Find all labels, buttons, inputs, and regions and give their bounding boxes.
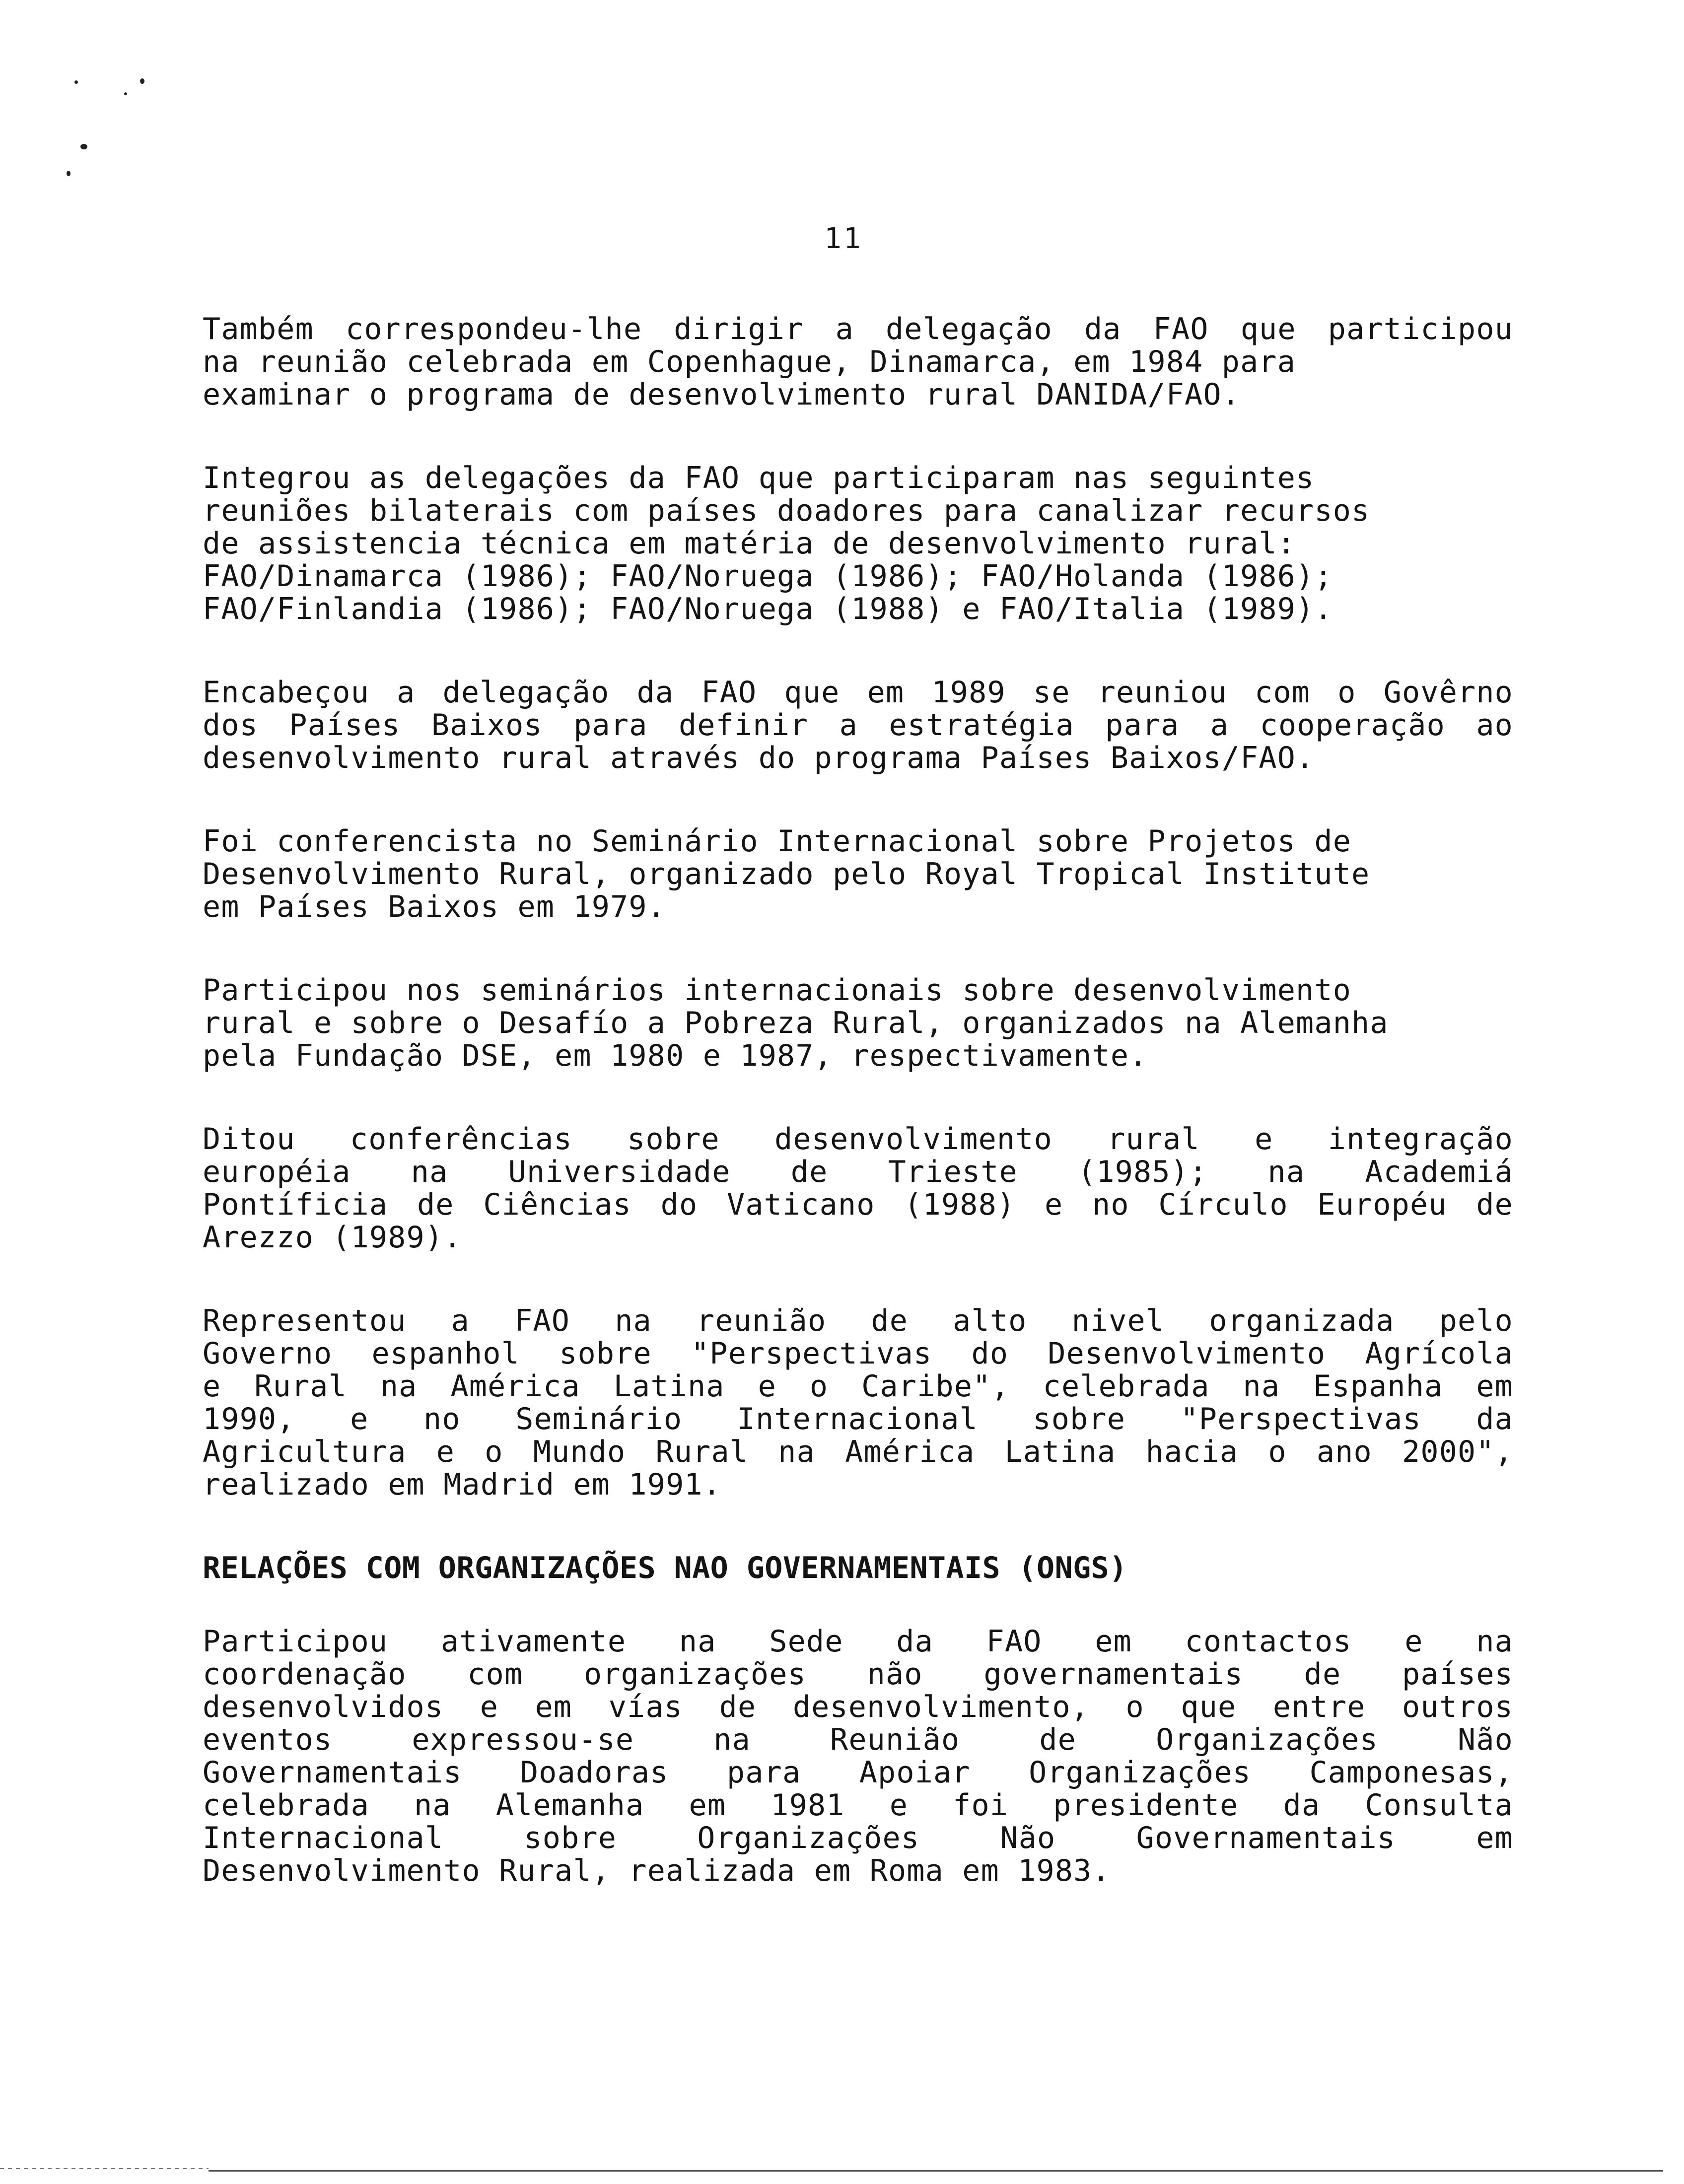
text-line: Participou ativamente na Sede da FAO em contactos e na	[203, 1624, 1513, 1659]
text-line: dos Países Baixos para definir a estratégia para a cooperação ao	[203, 708, 1513, 743]
text-line: Desenvolvimento Rural, organizado pelo Royal Tropical Institute	[203, 857, 1370, 891]
scan-speck	[140, 78, 144, 84]
section-heading-ngo-relations: RELAÇÕES COM ORGANIZAÇÕES NAO GOVERNAMENTAIS (ONGS)	[203, 1551, 1127, 1585]
text-line: reuniões bilaterais com países doadores para canalizar recursos	[203, 493, 1370, 528]
text-line: Arezzo (1989).	[203, 1220, 462, 1255]
text-line: 1990, e no Seminário Internacional sobre "Perspectivas da	[203, 1402, 1513, 1436]
text-line: FAO/Dinamarca (1986); FAO/Noruega (1986); FAO/Holanda (1986);	[203, 559, 1333, 594]
paragraph-ngo-coordination	[203, 1625, 1513, 1887]
text-line: Ditou conferências sobre desenvolvimento rural e integração	[203, 1122, 1513, 1157]
scan-speck	[67, 171, 70, 176]
text-line: examinar o programa de desenvolvimento rural DANIDA/FAO.	[203, 377, 1241, 412]
text-line: rural e sobre o Desafío a Pobreza Rural, organizados na Alemanha	[203, 1006, 1389, 1040]
scan-speck	[80, 144, 87, 149]
text-line: Foi conferencista no Seminário Internacional sobre Projetos de	[203, 824, 1352, 859]
scan-speck	[74, 80, 78, 84]
paragraph-fao-delegation-copenhagen	[203, 313, 1513, 411]
text-line: Representou a FAO na reunião de alto nivel organizada pelo	[203, 1303, 1513, 1338]
page-number: 11	[824, 221, 863, 255]
text-line: eventos expressou-se na Reunião de Organizações Não	[203, 1722, 1513, 1757]
paragraph-seminar-lecturer	[203, 825, 1513, 923]
scan-edge-line	[209, 2170, 1663, 2172]
text-line: realizado em Madrid em 1991.	[203, 1467, 722, 1502]
text-line: em Países Baixos em 1979.	[203, 889, 666, 924]
text-line: Desenvolvimento Rural, realizada em Roma em 1983.	[203, 1853, 1111, 1888]
document-body	[203, 313, 1513, 1938]
text-line: Governo espanhol sobre "Perspectivas do Desenvolvimento Agrícola	[203, 1336, 1513, 1371]
scan-edge-line	[0, 2168, 209, 2169]
paragraph-conferences	[203, 1123, 1513, 1254]
text-line: desenvolvimento rural através do programa Países Baixos/FAO.	[203, 741, 1315, 775]
text-line: Pontíficia de Ciências do Vaticano (1988) e no Círculo Européu de	[203, 1187, 1513, 1222]
text-line: e Rural na América Latina e o Caribe", celebrada na Espanha em	[203, 1369, 1513, 1404]
text-line: européia na Universidade de Trieste (1985); na Academiá	[203, 1155, 1513, 1189]
text-line: celebrada na Alemanha em 1981 e foi presidente da Consulta	[203, 1788, 1513, 1823]
text-line: Governamentais Doadoras para Apoiar Organizações Camponesas,	[203, 1755, 1513, 1790]
text-line: Integrou as delegações da FAO que participaram nas seguintes	[203, 461, 1315, 495]
paragraph-netherlands-delegation	[203, 676, 1513, 774]
paragraph-high-level-meeting	[203, 1304, 1513, 1501]
paragraph-bilateral-meetings	[203, 462, 1513, 625]
text-line: desenvolvidos e em vías de desenvolvimento, o que entre outros	[203, 1690, 1513, 1724]
text-line: pela Fundação DSE, em 1980 e 1987, respectivamente.	[203, 1038, 1148, 1073]
text-line: Encabeçou a delegação da FAO que em 1989 se reuniou com o Govêrno	[203, 675, 1513, 710]
text-line: Internacional sobre Organizações Não Governamentais em	[203, 1821, 1513, 1855]
text-line: coordenação com organizações não governamentais de países	[203, 1657, 1513, 1692]
text-line: FAO/Finlandia (1986); FAO/Noruega (1988) e FAO/Italia (1989).	[203, 592, 1333, 626]
paragraph-international-seminars	[203, 974, 1513, 1072]
text-line: Também correspondeu-lhe dirigir a delegação da FAO que participou	[203, 312, 1513, 346]
text-line: Agricultura e o Mundo Rural na América Latina hacia o ano 2000",	[203, 1434, 1513, 1469]
text-line: na reunião celebrada em Copenhague, Dinamarca, em 1984 para	[203, 344, 1296, 379]
text-line: Participou nos seminários internacionais sobre desenvolvimento	[203, 973, 1352, 1008]
text-line: de assistencia técnica em matéria de desenvolvimento rural:	[203, 526, 1296, 561]
scan-speck	[124, 92, 127, 95]
